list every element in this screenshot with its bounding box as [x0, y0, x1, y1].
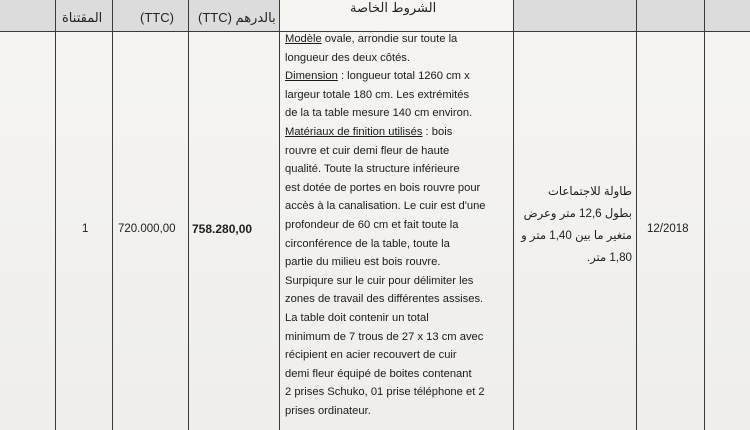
- spec-line: La table doit contenir un total: [285, 311, 429, 324]
- grid-line: [112, 0, 113, 430]
- spec-heading-materials: Matériaux de finition utilisés: [285, 125, 423, 138]
- spec-line: prises ordinateur.: [285, 404, 371, 417]
- grid-line: [55, 0, 56, 430]
- spec-line: rouvre et cuir demi fleur de haute: [285, 144, 450, 157]
- total-price-value: 758.280,00: [192, 222, 253, 236]
- spec-heading-model: Modèle: [285, 33, 322, 45]
- spec-line: demi fleur équipé de boites contenant: [285, 367, 472, 380]
- header-band-right: [513, 0, 750, 31]
- row-number: 1: [82, 223, 89, 235]
- spec-line: récipient en acier recouvert de cuir: [285, 349, 457, 362]
- spec-line: Modèle ovale, arrondie sur toute la: [285, 33, 458, 45]
- grid-line: [704, 0, 705, 430]
- spec-line: longueur des deux côtés.: [285, 51, 411, 64]
- header-qty-label: المقتناة: [62, 10, 103, 25]
- header-total-price-ttc: (TTC) بالدرهم: [198, 10, 276, 25]
- spec-line: qualité. Toute la structure inférieure: [285, 163, 460, 176]
- spec-line: Matériaux de finition utilisés : bois: [285, 125, 453, 138]
- spec-line: Surpiqure sur le cuir pour délimiter les: [285, 274, 474, 287]
- designation-line: متغير ما بين 1,40 متر و: [521, 229, 632, 242]
- spec-line: minimum de 7 trous de 27 x 13 cm avec: [285, 330, 484, 343]
- designation-line: طاولة للاجتماعات: [547, 185, 632, 198]
- grid-line: [188, 0, 189, 430]
- spec-line: est dotée de portes en bois rouvre pour: [285, 181, 481, 194]
- spec-line: profondeur de 60 cm et fait toute la: [285, 218, 459, 231]
- spec-line: largeur totale 180 cm. Les extrémités: [285, 88, 470, 101]
- grid-line: [513, 0, 514, 430]
- unit-price-value: 720.000,00: [118, 223, 176, 235]
- spec-line: circonférence de la table, toute la: [285, 237, 450, 250]
- spec-line: partie du milieu est bois rouvre.: [285, 256, 441, 269]
- header-special-conditions: الشروط الخاصة: [350, 0, 437, 15]
- designation-line: 1,80 متر.: [586, 251, 632, 264]
- spec-line: de la ta table mesure 140 cm environ.: [285, 107, 473, 120]
- spec-line: zones de travail des différentes assises.: [285, 293, 484, 306]
- reference-date: 12/2018: [647, 223, 689, 235]
- spec-line: Dimension : longueur total 1260 cm x: [285, 70, 470, 83]
- item-designation-arabic: [520, 181, 632, 269]
- spec-line: accès à la canalisation. Le cuir est d'une: [285, 200, 486, 213]
- header-unit-price-ttc: (TTC): [140, 10, 174, 25]
- grid-line: [279, 0, 280, 430]
- spec-heading-dimension: Dimension: [285, 70, 338, 83]
- designation-line: بطول 12,6 متر وعرض: [523, 207, 632, 220]
- specification-text: [285, 30, 511, 420]
- spec-line: 2 prises Schuko, 01 prise téléphone et 2: [285, 386, 485, 399]
- grid-line: [636, 0, 637, 430]
